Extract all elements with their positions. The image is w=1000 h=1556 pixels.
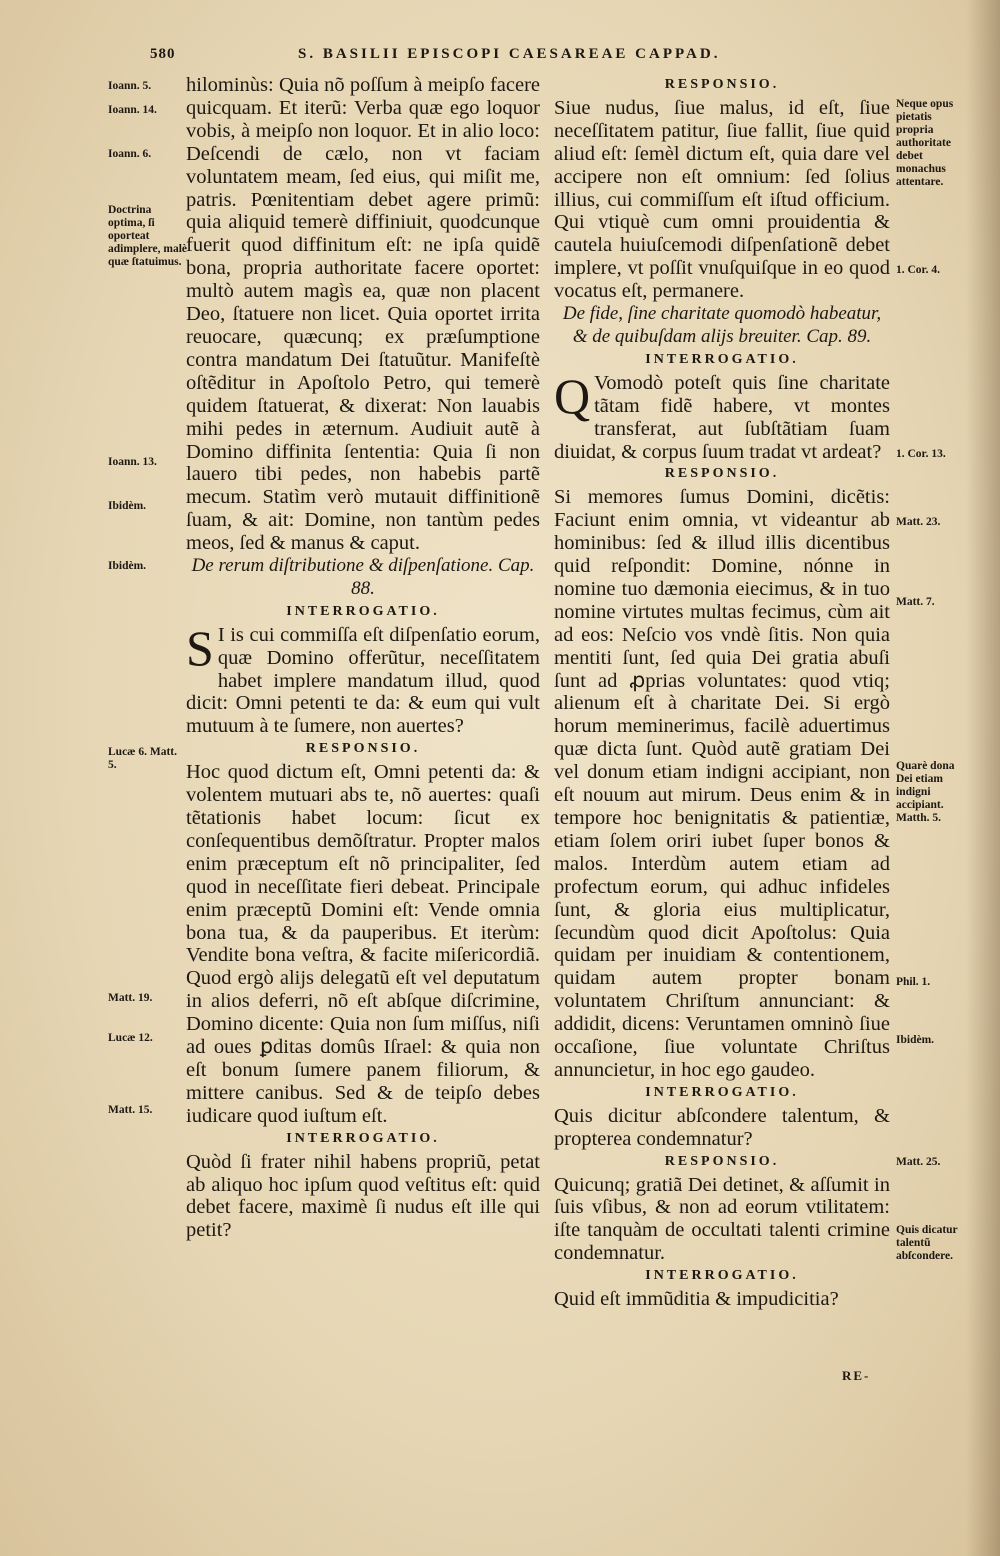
drop-cap: Q	[554, 367, 591, 424]
margin-note: Ioann. 14.	[108, 104, 157, 116]
paragraph: hilominùs: Quia nõ poſſum à meipſo facere quicquam. Et iterũ: Verba quæ ego loquor vobis, à meipſo non loquor. Et in alio loco: Deſcendi de cælo, non vt faciam voluntatem meam, ſed eius, qui miſit me, patris. Pœnitentiam debet agere primũ: quia aliquid temerè diffiniuit, quodcunque fuerit quod diffinitum eſt: ne ipſa quidẽ bona, propria authoritate facere oportet: multò autem magìs ea, quæ non placent Deo, ſtatuere non licet. Quia oportet irrita reuocare, quæcunq; ex præſumptione contra mandatum Dei ſtatuũtur. Manifeſtè oſtẽditur in Apoſtolo Petro, qui temerè quidem ſtatuerat, & dixerat: Non lauabis mihi pedes in æternum. Audiuit autẽ à Domino diffinita ſententia: Quia ſi non lauero tibi pedes, non habebis partẽ mecum. Statìm verò mutauit diffinitionẽ ſuam, & ait: Domine, non tantùm pedes meos, ſed & manus & caput.	[186, 74, 540, 555]
right-column	[554, 74, 890, 1311]
section-rubric: INTERROGATIO.	[645, 1084, 799, 1100]
section-rubric: INTERROGATIO.	[645, 351, 799, 367]
page-number: 580	[150, 46, 176, 62]
paragraph: Hoc quod dictum eſt, Omni petenti da: & volentem mutuari abs te, nõ auertes: quaſi tẽtationis habet locum: ſicut ex conſequentibus demõſtratur. Propter malos enim præceptum eſt nõ principaliter, ſed quod in neceſſitate fieri debeat. Principale enim præceptũ Domini eſt: Vende omnia bona tua, & da pauperibus. Et iterùm: Vendite bona veſtra, & facite miſericordiã. Quod ergò alijs delegatũ eſt vel deputatum in alios deferri, nõ eſt abſque diſcrimine, Domino dicente: Quia non ſum miſſus, niſi ad oues ꝑditas domûs Iſrael: & quia non eſt bonum ſumere panem filiorum, & mittere canibus. Sed & de teipſo debes iudicare quod iuſtum eſt.	[186, 761, 540, 1127]
section-rubric: RESPONSIO.	[305, 741, 421, 757]
paragraph: Quid eſt immũditia & impudicitia?	[554, 1288, 839, 1311]
paragraph-with-initial	[554, 367, 890, 464]
chapter-heading: De rerum diſtributione & diſpenſatione. Cap. 88.	[191, 555, 535, 599]
paragraph: Quòd ſi frater nihil habens propriũ, petat ab aliquo hoc ipſum quod veſtitus eſt: quid debet facere, maximè ſi nudus eſt ille qui petit?	[186, 1150, 540, 1242]
page-header	[0, 46, 1000, 68]
section-rubric: RESPONSIO.	[664, 1153, 780, 1169]
running-title: S. BASILII EPISCOPI CAESAREAE CAPPAD.	[298, 46, 721, 62]
drop-cap: S	[186, 619, 214, 676]
paragraph: Quis dicitur abſcondere talentum, & propterea condemnatur?	[554, 1104, 890, 1150]
section-rubric: INTERROGATIO.	[286, 1130, 440, 1146]
margin-note: Neque opus pietatis propria authoritate debet monachus attentare.	[896, 98, 954, 188]
section-rubric: RESPONSIO.	[664, 466, 780, 482]
paragraph: Si memores ſumus Domini, dicẽtis: Faciunt enim omnia, vt videantur ab hominibus: ſed & illud illis dicentibus quid reſpondit: Domine, nónne in nomine tuo dæmonia eiecimus, & in tuo nomine virtutes multas fecimus, cùm ait ad eos: Neſcio vos vndè ſitis. Non quia mentiti ſunt, ſed quia Dei gratia abuſi ſunt ad ꝓprias voluntates: quod vtiq; alienum eſt à charitate Dei. Si ergò horum meminerimus, facilè aduertimus quæ dicta ſunt. Quòd autẽ gratiam Dei vel donum etiam indigni accipiant, non eſt nouum aut mirum. Deus enim & in tempore hoc benignitatis & patientiæ, etiam ſolem oriri iubet ſuper bonos & malos. Interdùm autem etiam ad profectum eorum, qui adhuc infideles ſunt, & gloria eius multiplicatur, ſecundùm quod dicit Apoſtolus: Quia quidam per inuidiam & contentionem, quidam autem propter bonam voluntatem Chriſtum annunciant: & addidit, dicens: Veruntamen omninò ſiue occaſione, ſiue voluntate Chriſtus annuncietur, in hoc ego gaudeo.	[554, 486, 890, 1081]
margin-note: Ioann. 13.	[108, 456, 157, 468]
catchword: RE-	[842, 1368, 871, 1383]
margin-note: Lucæ 6. Matt. 5.	[108, 746, 177, 771]
section-rubric: RESPONSIO.	[664, 77, 780, 92]
margin-note: Matt. 7.	[896, 596, 935, 608]
margin-note: Ibidèm.	[896, 1034, 935, 1046]
margin-note: 1. Cor. 13.	[896, 448, 946, 460]
margin-note: Matt. 15.	[108, 1104, 153, 1116]
margin-note: Ibidèm.	[108, 500, 147, 512]
margin-note: Matt. 23.	[896, 516, 941, 528]
margin-note: Phil. 1.	[896, 976, 931, 988]
margin-note: Doctrina optima, ſi oporteat adimplere, malè quæ ſtatuimus.	[108, 204, 187, 268]
section-rubric: INTERROGATIO.	[286, 603, 440, 619]
paragraph-text: I is cui commiſſa eſt diſpenſatio eorum, quæ Domino offerũtur, neceſſitatem habet implere mandatum illud, quod dicit: Omni petenti te da: & eum qui vult mutuum à te ſumere, non auertes?	[186, 623, 540, 738]
left-column	[186, 74, 540, 1242]
margin-note: Ioann. 6.	[108, 148, 152, 160]
margin-note: Quis dicatur talentũ abſcondere.	[896, 1224, 958, 1262]
paragraph: Siue nudus, ſiue malus, id eſt, ſiue neceſſitatem patitur, ſiue fallit, ſiue quid aliud eſt: ſemèl dictum eſt, quia dare vel accipere non eſt omnium: ſed ſolius illius, cui commiſſum eſt iſtud officium. Qui vtiquè cum omni prouidentia & cautela huiuſcemodi diſpenſationẽ debet implere, vt poſſit vnuſquiſque in eo quod vocatus eſt, permanere.	[554, 96, 890, 303]
margin-note: Ibidèm.	[108, 560, 147, 572]
chapter-heading: De fide, ſine charitate quomodò habeatur, & de quibuſdam alijs breuiter. Cap. 89.	[562, 303, 882, 347]
margin-note: Matt. 19.	[108, 992, 153, 1004]
margin-note: Matt. 25.	[896, 1156, 941, 1168]
margin-note: Quarè dona Dei etiam indigni accipiant. Matth. 5.	[896, 760, 955, 824]
paragraph-with-initial	[186, 619, 540, 739]
paragraph-text: Vomodò poteſt quis ſine charitate tãtam fidẽ habere, vt montes transferat, aut ſubſtãtiam ſuam diuidat, & corpus ſuum tradat vt ardeat?	[554, 371, 890, 463]
paragraph: Quicunq; gratiã Dei detinet, & aſſumit in ſuis vſibus, & non ad eorum vtilitatem: iſte tanquàm de occultati talenti crimine condemnatur.	[554, 1173, 890, 1265]
margin-note: Lucæ 12.	[108, 1032, 153, 1044]
margin-note: Ioann. 5.	[108, 80, 152, 92]
margin-note: 1. Cor. 4.	[896, 264, 940, 276]
section-rubric: INTERROGATIO.	[645, 1268, 799, 1284]
